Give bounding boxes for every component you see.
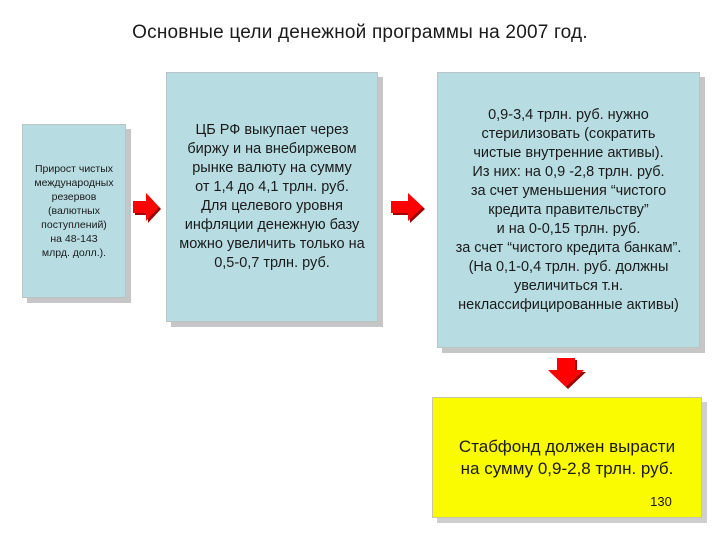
slide-title: Основные цели денежной программы на 2007 год. bbox=[132, 22, 588, 43]
cbr-currency-purchase-text: ЦБ РФ выкупает через биржу и на внебиржевом рынке валюту на сумму от 1,4 до 4,1 трлн. руб. Для целевого уровня инфляции денежную базу можно увеличить только на 0,5-0,7 трлн. руб. bbox=[179, 122, 365, 271]
right-arrow-icon bbox=[390, 192, 426, 226]
right-arrow-icon bbox=[132, 192, 162, 226]
reserves-growth-text: Прирост чистых международных резервов (валютных поступлений) на 48-143 млрд. долл.). bbox=[34, 163, 114, 259]
page-number: 130 bbox=[650, 494, 672, 509]
cbr-currency-purchase-box bbox=[166, 72, 378, 322]
stabilization-fund-text: Стабфонд должен вырасти на сумму 0,9-2,8 трлн. руб. bbox=[458, 436, 676, 478]
sterilization-box bbox=[437, 72, 700, 348]
down-arrow-icon bbox=[547, 358, 587, 390]
reserves-growth-box bbox=[22, 124, 126, 298]
sterilization-text: 0,9-3,4 трлн. руб. нужно стерилизовать (сократить чистые внутренние активы). Из них: на 0,9 -2,8 трлн. руб. за счет уменьшения “чистого кредита правительству” и на 0-0,15 трлн. руб. за счет “чистого кредита банкам”. (На 0,1-0,4 трлн. руб. должны увеличиться т.н. неклассифицированные активы) bbox=[455, 106, 682, 313]
